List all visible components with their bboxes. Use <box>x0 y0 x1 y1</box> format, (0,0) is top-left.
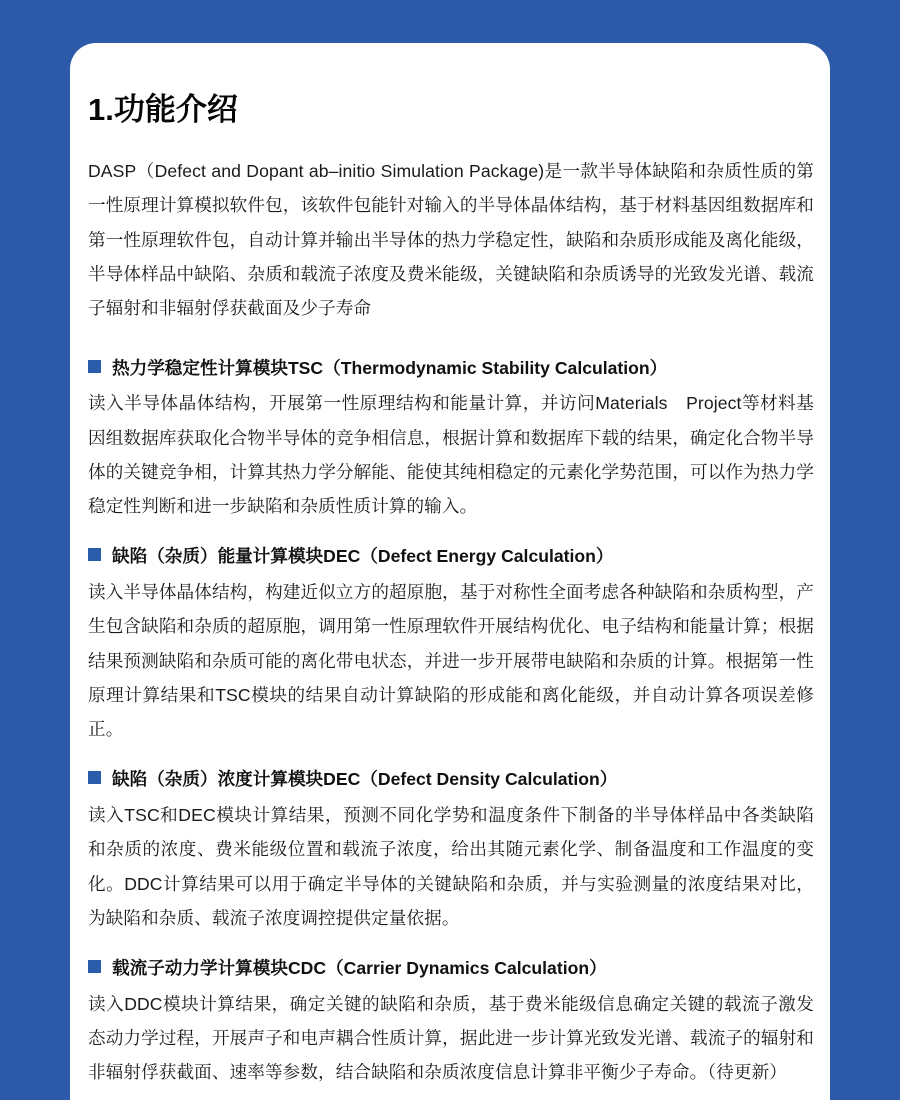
section-dec-energy <box>88 540 814 746</box>
section-body-dec-density: 读入TSC和DEC模块计算结果，预测不同化学势和温度条件下制备的半导体样品中各类缺陷和杂质的浓度、费米能级位置和载流子浓度，给出其随元素化学、制备温度和工作温度的变化。DDC计算结果可以用于确定半导体的关键缺陷和杂质，并与实验测量的浓度结果对比，为缺陷和杂质、载流子浓度调控提供定量依据。 <box>88 804 814 928</box>
section-heading-label-cdc: 载流子动力学计算模块CDC（Carrier Dynamics Calculation） <box>112 958 607 979</box>
intro-paragraph: DASP（Defect and Dopant ab–initio Simulation Package)是一款半导体缺陷和杂质性质的第一性原理计算模拟软件包，该软件包能针对输入的半导体晶体结构，基于材料基因组数据库和第一性原理软件包，自动计算并输出半导体的热力学稳定性，缺陷和杂质形成能及离化能级，半导体样品中缺陷、杂质和载流子浓度及费米能级，关键缺陷和杂质诱导的光致发光谱、载流子辐射和非辐射俘获截面及少子寿命 <box>88 161 814 319</box>
blue-square-bullet-icon <box>88 548 101 561</box>
blue-square-bullet-icon <box>88 771 101 784</box>
section-body-cdc: 读入DDC模块计算结果，确定关键的缺陷和杂质，基于费米能级信息确定关键的载流子激发态动力学过程，开展声子和电声耦合性质计算，据此进一步计算光致发光谱、载流子的辐射和非辐射俘获截面、速率等参数，结合缺陷和杂质浓度信息计算非平衡少子寿命。（待更新） <box>88 993 814 1083</box>
content-card <box>70 43 830 1100</box>
section-heading-label-dec-energy: 缺陷（杂质）能量计算模块DEC（Defect Energy Calculation） <box>112 546 614 567</box>
blue-square-bullet-icon <box>88 360 101 373</box>
section-heading-cdc <box>88 952 814 985</box>
blue-square-bullet-icon <box>88 960 101 973</box>
section-dec-density <box>88 763 814 935</box>
content-column <box>88 91 814 1090</box>
section-heading-label-tsc: 热力学稳定性计算模块TSC（Thermodynamic Stability Calculation） <box>112 357 668 378</box>
section-heading-dec-energy <box>88 540 814 573</box>
section-tsc <box>88 352 814 524</box>
section-body-dec-energy: 读入半导体晶体结构，构建近似立方的超原胞，基于对称性全面考虑各种缺陷和杂质构型，产生包含缺陷和杂质的超原胞，调用第一性原理软件开展结构优化、电子结构和能量计算；根据结果预测缺陷和杂质可能的离化带电状态，并进一步开展带电缺陷和杂质的计算。根据第一性原理计算结果和TSC模块的结果自动计算缺陷的形成能和离化能级，并自动计算各项误差修正。 <box>88 581 814 740</box>
section-heading-tsc <box>88 352 814 385</box>
page-title: 1.功能介绍 <box>88 92 238 127</box>
section-heading-label-dec-density: 缺陷（杂质）浓度计算模块DEC（Defect Density Calculation） <box>112 769 618 790</box>
section-cdc <box>88 952 814 1089</box>
section-body-tsc: 读入半导体晶体结构，开展第一性原理结构和能量计算，并访问Materials Project等材料基因组数据库获取化合物半导体的竞争相信息，根据计算和数据库下载的结果，确定化合物半导体的关键竞争相，计算其热力学分解能、能使其纯相稳定的元素化学势范围，可以作为热力学稳定性判断和进一步缺陷和杂质性质计算的输入。 <box>88 393 814 517</box>
section-heading-dec-density <box>88 763 814 796</box>
